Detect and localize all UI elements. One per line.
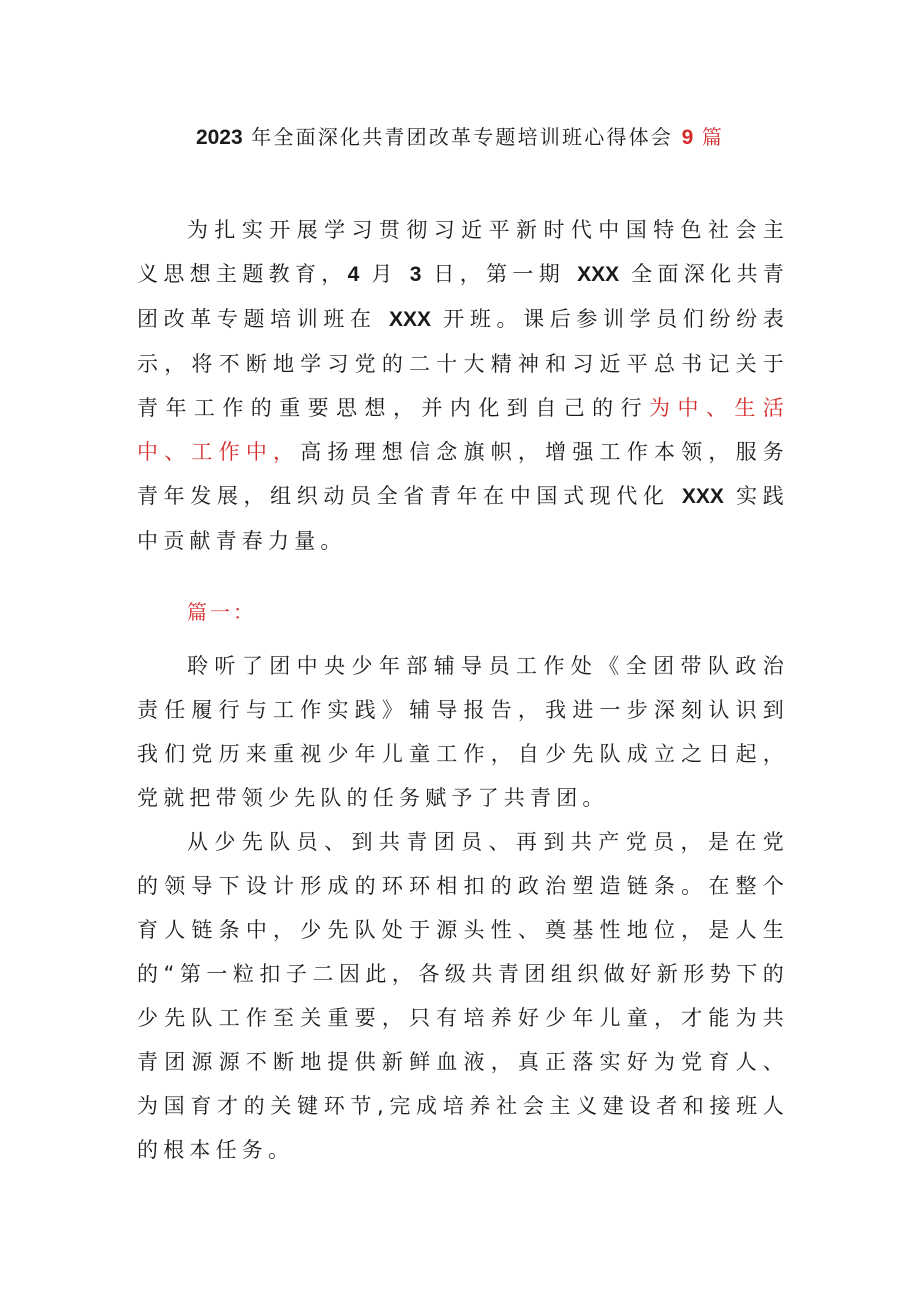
intro-part-1: 为扎实开展学习贯彻习近平新时代中国特色社会主义思想主题教育， (137, 218, 789, 286)
intro-paragraph (137, 208, 789, 563)
title-year: 2023 (195, 126, 243, 149)
intro-part-2: 日，第一期 (433, 262, 566, 286)
intro-highlight: 为中、生活中、工作中， (137, 396, 789, 464)
title-suffix: 篇 (701, 125, 725, 149)
intro-placeholder-3: XXX (681, 485, 724, 508)
section-heading: 篇一： (187, 600, 256, 624)
intro-text (137, 208, 789, 563)
section-paragraph: 从少先队员、到共青团员、再到共产党员，是在党的领导下设计形成的环环相扣的政治塑造链条。在整个育人链条中，少先队处于源头性、奠基性地位，是人生的“第一粒扣子二因此，各级共青团组织做好新形势下的少先队工作至关重要，只有培养好少年儿童，才能为共青团源源不断地提供新鲜血液，真正落实好为党育人、为国育才的关键环节,完成培养社会主义建设者和接班人的根本任务。 (137, 830, 789, 1162)
title-count: 9 (681, 126, 694, 149)
section-body (137, 617, 789, 1172)
intro-day: 3 (409, 263, 422, 286)
intro-placeholder-1: XXX (577, 263, 620, 286)
intro-month-label: 月 (371, 262, 398, 286)
intro-part-4: 开班。课后参训学员们纷纷表示，将不断地学习党的二十大精神和习近平总书记关于青年工作的重要思想，并内化到自己的行 (137, 307, 789, 420)
intro-placeholder-2: XXX (388, 308, 431, 331)
intro-part-5: 高扬理想信念旗帜，增强工作本领，服务青年发展，组织动员全省青年在中国式现代化 (137, 440, 789, 508)
intro-month: 4 (347, 263, 360, 286)
intro-part-6: 实践中贡献青春力量。 (137, 484, 789, 553)
document-title (0, 122, 920, 153)
intro-part-3: 全面深化共青团改革专题培训班在 (137, 262, 789, 331)
section-paragraph: 聆听了团中央少年部辅导员工作处《全团带队政治责任履行与工作实践》辅导报告，我进一步深刻认识到我们党历来重视少年儿童工作，自少先队成立之日起，党就把带领少先队的任务赋予了共青团。 (137, 654, 789, 810)
title-text: 年全面深化共青团改革专题培训班心得体会 (251, 125, 674, 149)
